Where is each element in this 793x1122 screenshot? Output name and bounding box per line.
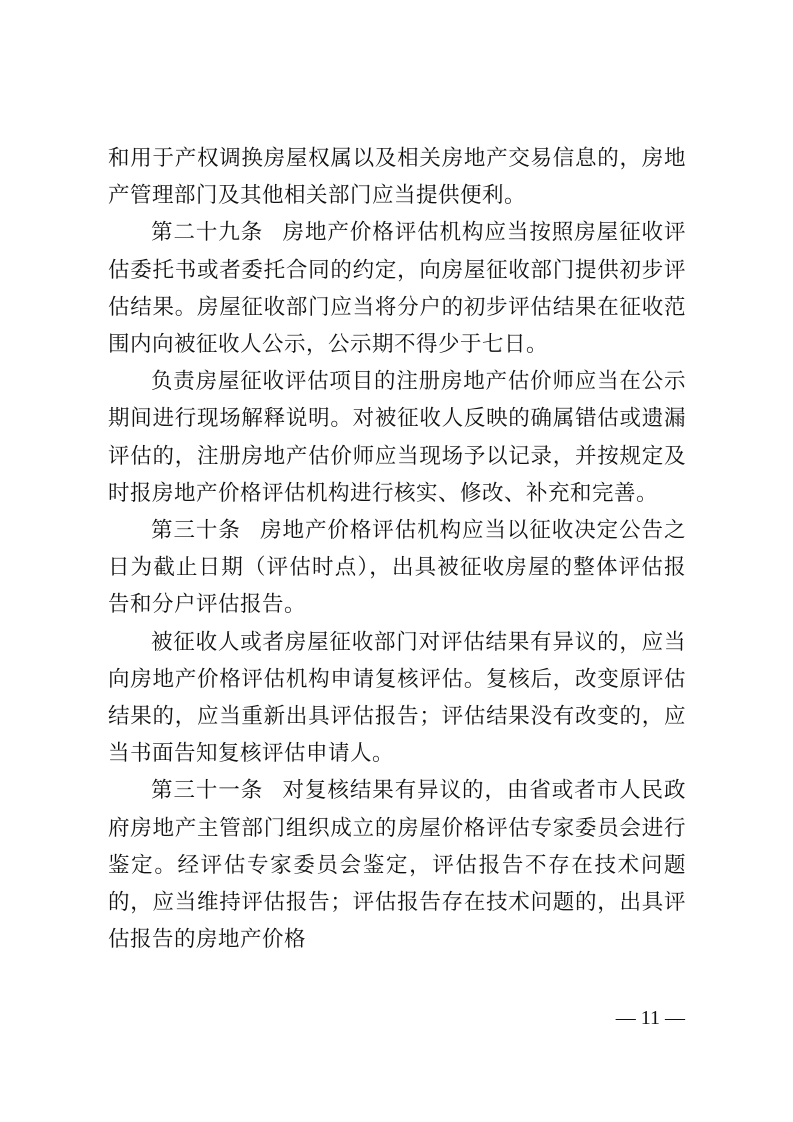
article-number: 第三十一条 <box>151 778 264 804</box>
document-body <box>108 140 686 953</box>
paragraph-article-31 <box>108 772 686 953</box>
paragraph-text: 被征收人或者房屋征收部门对评估结果有异议的，应当向房地产价格评估机构申请复核评估。复核后，改变原评估结果的，应当重新出具评估报告；评估结果没有改变的，应当书面告知复核评估申请人。 <box>108 629 686 767</box>
article-number: 第三十条 <box>151 517 241 543</box>
paragraph-appraiser-explanation <box>108 363 686 512</box>
paragraph-continuation <box>108 140 686 214</box>
paragraph-text: 和用于产权调换房屋权属以及相关房地产交易信息的，房地产管理部门及其他相关部门应当提供便利。 <box>108 146 686 209</box>
paragraph-text: 对复核结果有异议的，由省或者市人民政府房地产主管部门组织成立的房屋价格评估专家委员会进行鉴定。经评估专家委员会鉴定，评估报告不存在技术问题的，应当维持评估报告；评估报告存在技术问题的，出具评估报告的房地产价格 <box>108 778 686 953</box>
paragraph-text: 负责房屋征收评估项目的注册房地产估价师应当在公示期间进行现场解释说明。对被征收人反映的确属错估或遗漏评估的，注册房地产估价师应当现场予以记录，并按规定及时报房地产价格评估机构进行核实、修改、补充和完善。 <box>108 369 686 506</box>
paragraph-text: 房地产价格评估机构应当按照房屋征收评估委托书或者委托合同的约定，向房屋征收部门提供初步评估结果。房屋征收部门应当将分户的初步评估结果在征收范围内向被征收人公示，公示期不得少于七日。 <box>108 220 686 357</box>
page-number: — 11 — <box>615 1007 685 1029</box>
paragraph-review-objection <box>108 624 686 773</box>
paragraph-text: 房地产价格评估机构应当以征收决定公告之日为截止日期（评估时点），出具被征收房屋的整体评估报告和分户评估报告。 <box>108 517 686 618</box>
paragraph-article-30 <box>108 512 686 624</box>
article-number: 第二十九条 <box>151 220 264 246</box>
paragraph-article-29 <box>108 214 686 363</box>
